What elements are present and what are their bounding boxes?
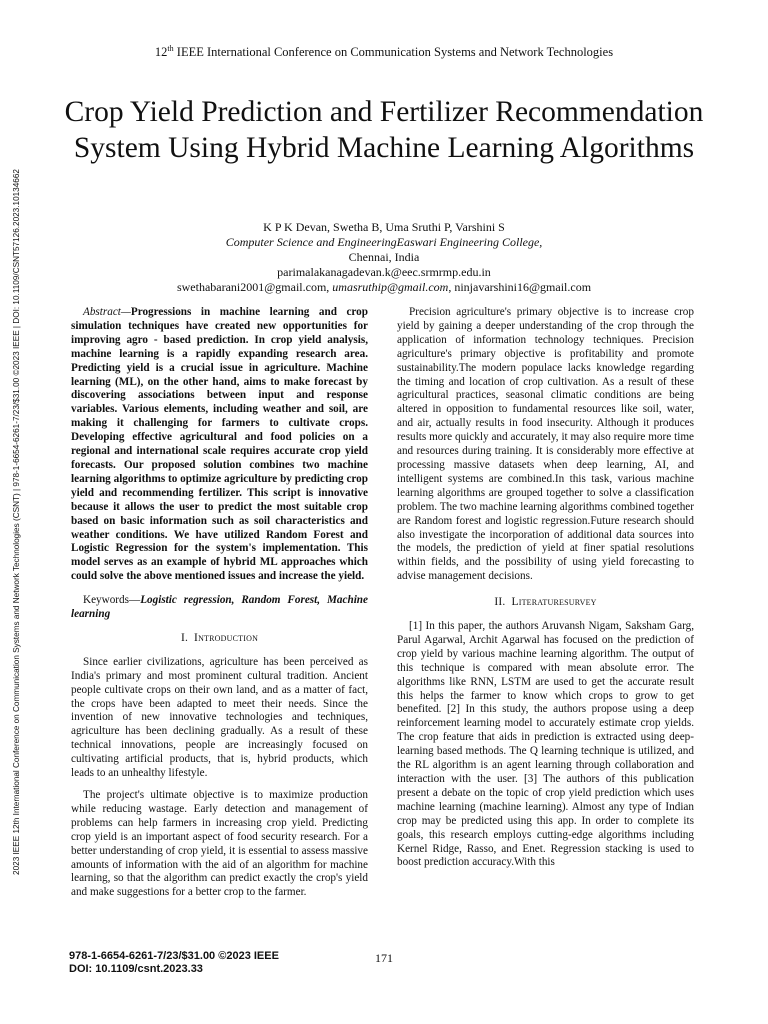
email-swetha: swethabarani2001@gmail.com, <box>176 280 333 294</box>
intro-paragraph-2: The project's ultimate objective is to maximize production while reducing wastage. Early detection and management of problems can help farmers in increasing crop yield. Predicting crop yield is an important aspect of food security research. For a better understanding of crop yield, it is essential to assess massive amounts of information with the aid of an algorithm for machine learning, so that the algorithm can predict exactly the crop's yield and make suggestions for a better crop to the farmer. <box>71 789 368 899</box>
sidebar-citation <box>11 102 23 942</box>
abstract-text: Progressions in machine learning and crop simulation techniques have created new opportunities for improving agro - based prediction. In crop yield analysis, machine learning is a rapidly expanding research area. Predicting yield is a crucial issue in agriculture. Machine learning (ML), on the other hand, aims to make forecast by discovering associations between input and response variables. Various elements, including weather and soil, are making it challenging for farmers to cultivate crops. Developing effective agricultural and food policies on a regional and international scale requires accurate crop yield forecasts. Our proposed solution combines two machine learning algorithms to optimize agriculture by predicting crop yield and recommending fertilizer. This script is innovative because it allows the user to predict the most suitable crop based on basic information such as soil characteristics and weather conditions. We have utilized Random Forest and Logistic Regression for the system's implementation. This model serves as an example of hybrid ML approaches which could solve the above mentioned issues and increase the yield. <box>71 306 368 583</box>
page-number: 171 <box>375 951 393 965</box>
intro-paragraph-3: Precision agriculture's primary objective is to increase crop yield by gaining a deeper understanding of the crop through the application of information technology techniques. Precision agriculture's primary objective is profitability and promote sustainability.The modern populace lacks knowledge regarding the timing and location of crop cultivation. As a result of these agricultural practices, seasonal climatic conditions are being altered in opposition to fundamental resources like soil, water, and air, actually results in food insecurity. Although it produces results more quickly and accurately, it may also require more time and resources during training. It is considerably more effective at processing massive datasets when deep learning, AI, and intelligent systems are combined.In this task, various machine learning algorithms are grouped together to solve a classification problem. The two machine learning algorithms combined together are Random forest and logistic regression.Future research should also investigate the incorporation of additional data sources into the models, the prediction of yield at finer spatial resolutions within fields, and the possibility of using yield forecasting to advise management decisions. <box>397 306 694 583</box>
conference-name: IEEE International Conference on Communication Systems and Network Technologies <box>173 45 614 60</box>
intro-paragraph-1: Since earlier civilizations, agriculture has been perceived as India's primary and most prominent cultural tradition. Ancient people cultivate crops on their own land, and as a matter of fact, the crops have been adapted to meet their needs. Since the invention of new innovative technologies and techniques, agriculture has been declining gradually. As a result of these technical innovations, people are increasingly focused on cultivating artificial products, that is, hybrid products, which leads to an unhealthy lifestyle. <box>71 655 368 780</box>
section-title: Literaturesurvey <box>511 596 597 609</box>
author-email-primary: parimalakanagadevan.k@eec.srmrmp.edu.in <box>277 265 491 279</box>
left-column <box>71 306 368 906</box>
keywords-text: Logistic regression, Random Forest, Machine learning <box>71 594 368 621</box>
author-location: Chennai, India <box>348 250 420 264</box>
section-number: I. <box>180 631 189 644</box>
right-column <box>397 306 694 876</box>
footer-copyright <box>69 950 279 976</box>
abstract <box>71 306 368 584</box>
literature-paragraph-1: [1] In this paper, the authors Aruvansh Nigam, Saksham Garg, Parul Agarwal, Archit Agarwal has focused on the prediction of crop yield by various machine learning algorithm. The output of this technique is compared with mean absolute error. The algorithms like RNN, LSTM are used to get the accurate result this helps the farmer to know which crops to grow to get benefited. [2] In this study, the authors propose using a deep reinforcement learning model to accurately estimate crop yields. The crop feature that aids in prediction is extracted using deep-learning based methods. The Q learning technique is utilized, and the RL algorithm is an agent learning through collaboration and interaction with the user. [3] The authors of this publication present a debate on the topic of crop yield prediction which uses machine learning (machine learning). Almost any type of Indian crop may be predicted using this app. In order to complete its goals, this research employs cutting-edge algorithms including Kernel Ridge, Rasso, and Enet. Regression stacking is used to boost prediction accuracy.With this <box>397 620 694 869</box>
conference-header <box>0 44 768 60</box>
email-varshini: , ninjavarshini16@gmail.com <box>448 280 592 294</box>
author-block <box>60 220 708 295</box>
section-title: Introduction <box>194 631 259 644</box>
keywords-label: Keywords— <box>83 594 141 607</box>
conference-ordinal-suffix: th <box>167 44 174 53</box>
email-uma: umasruthip@gmail.com <box>332 280 449 294</box>
author-emails <box>60 280 708 295</box>
footer-doi: DOI: 10.1109/csnt.2023.33 <box>69 963 203 975</box>
paper-title: Crop Yield Prediction and Fertilizer Recommendation System Using Hybrid Machine Learning Algorithms <box>64 96 704 164</box>
sidebar-citation-text: 2023 IEEE 12th International Conference on Communication Systems and Network Technologies (CSNT) | 978-1-6654-6261-7/23/$31.00 ©2023 IEEE | DOI: 10.1109/CSNT57126.2023.10134662 <box>12 169 21 875</box>
section-number: II. <box>494 596 506 609</box>
section-heading-literature-survey <box>397 596 694 610</box>
author-names: K P K Devan, Swetha B, Uma Sruthi P, Varshini S <box>263 220 505 234</box>
author-affiliation: Computer Science and EngineeringEaswari Engineering College, <box>225 235 543 249</box>
footer-isbn: 978-1-6654-6261-7/23/$31.00 ©2023 IEEE <box>69 950 279 962</box>
section-heading-introduction <box>71 632 368 646</box>
conference-number: 12 <box>154 45 168 60</box>
keywords <box>71 594 368 622</box>
abstract-label: Abstract— <box>83 306 131 318</box>
